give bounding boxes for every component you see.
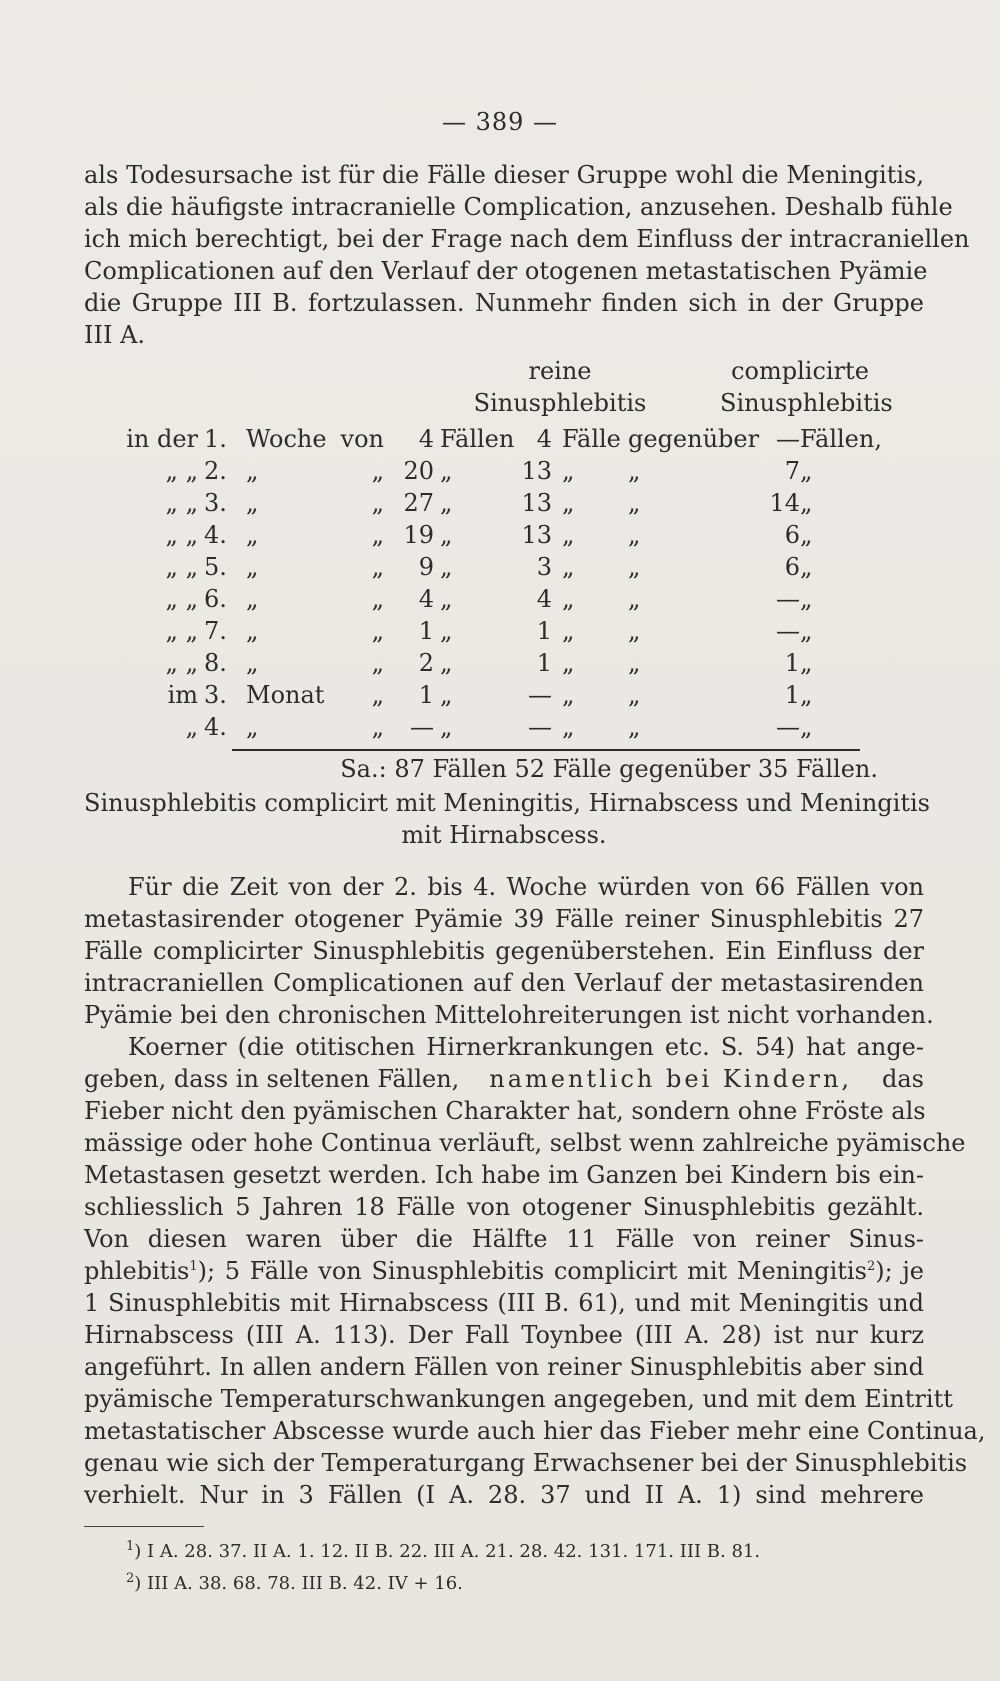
table-cell-geg: „ bbox=[628, 617, 641, 645]
text-line: ich mich berechtigt, bei der Frage nach dem Einfluss der intracraniellen bbox=[84, 225, 970, 253]
text-line: mässige oder hohe Continua verläuft, selbst wenn zahlreiche pyämische bbox=[84, 1129, 966, 1157]
text-line: Pyämie bei den chronischen Mittelohreiterungen ist nicht vorhanden. bbox=[84, 1001, 934, 1029]
text-line: als Todesursache ist für die Fälle dieser Gruppe wohl die Meningitis, bbox=[84, 161, 924, 189]
table-cell-total: 1 bbox=[418, 617, 434, 645]
text-line: Hirnabscess (III A. 113). Der Fall Toynbee (III A. 28) ist nur kurz bbox=[84, 1321, 924, 1349]
table-cell-pre: „ bbox=[185, 713, 198, 741]
table-cell-comp: — bbox=[776, 425, 800, 453]
footnote-2 bbox=[126, 1570, 463, 1598]
table-cell-faelle: „ bbox=[562, 649, 575, 677]
footnote-mark: 1 bbox=[126, 1539, 135, 1554]
text-line: Fieber nicht den pyämischen Charakter hat, sondern ohne Fröste als bbox=[84, 1097, 926, 1125]
table-cell-von: „ bbox=[371, 521, 384, 549]
table-cell-geg: gegenüber bbox=[628, 425, 760, 453]
page-number: — 389 — bbox=[441, 108, 559, 136]
table-cell-total: 9 bbox=[418, 553, 434, 581]
footnote-text: ) III A. 38. 68. 78. III B. 42. IV + 16. bbox=[134, 1573, 463, 1594]
text-line bbox=[84, 1254, 924, 1288]
table-cell-pre: „ „ bbox=[165, 457, 198, 485]
table-cell-end: „ bbox=[800, 553, 813, 581]
table-cell-pre: „ „ bbox=[165, 553, 198, 581]
text-line: als die häufigste intracranielle Complication, anzusehen. Deshalb fühle bbox=[84, 193, 953, 221]
table-cell-reine: 4 bbox=[536, 425, 552, 453]
table-cell-geg: „ bbox=[628, 521, 641, 549]
table-cell-comp: 14 bbox=[769, 489, 800, 517]
table-cell-faelle: „ bbox=[562, 521, 575, 549]
table-cell-faelle: „ bbox=[562, 713, 575, 741]
footnote-text: ) I A. 28. 37. II A. 1. 12. II B. 22. III A. 21. 28. 42. 131. 171. III B. 81. bbox=[134, 1541, 761, 1562]
text-line: Für die Zeit von der 2. bis 4. Woche würden von 66 Fällen von bbox=[128, 873, 924, 901]
table-cell-comp: — bbox=[776, 617, 800, 645]
table-cell-unit: „ bbox=[246, 585, 259, 613]
table-cell-unit: Woche bbox=[246, 425, 327, 453]
table-cell-unit: „ bbox=[246, 521, 259, 549]
table-cell-reine: 1 bbox=[536, 617, 552, 645]
table-cell-reine: 3 bbox=[536, 553, 552, 581]
table-cell-total: — bbox=[410, 713, 434, 741]
table-cell-pre: „ „ bbox=[165, 521, 198, 549]
table-cell-von: „ bbox=[371, 489, 384, 517]
table-cell-faellen: „ bbox=[440, 713, 453, 741]
table-cell-von: von bbox=[340, 425, 384, 453]
table-cell-unit: „ bbox=[246, 617, 259, 645]
text-line: angeführt. In allen andern Fällen von reiner Sinusphlebitis aber sind bbox=[84, 1353, 924, 1381]
table-cell-end: „ bbox=[800, 457, 813, 485]
table-cell-faelle: „ bbox=[562, 681, 575, 709]
column-header-reine: reine bbox=[528, 357, 592, 385]
table-cell-comp: 1 bbox=[784, 681, 800, 709]
table-cell-faellen: „ bbox=[440, 585, 453, 613]
table-cell-total: 20 bbox=[403, 457, 434, 485]
table-cell-pre: im bbox=[167, 681, 198, 709]
table-cell-unit: „ bbox=[246, 457, 259, 485]
table-cell-comp: — bbox=[776, 713, 800, 741]
table-cell-von: „ bbox=[371, 681, 384, 709]
column-header-reine-sub: Sinusphlebitis bbox=[473, 389, 647, 417]
sum-rule bbox=[232, 749, 860, 751]
table-cell-faelle: „ bbox=[562, 585, 575, 613]
table-cell-faellen: Fällen bbox=[440, 425, 515, 453]
text-line: pyämische Temperaturschwankungen angegeben, und mit dem Eintritt bbox=[84, 1385, 953, 1413]
text-line bbox=[84, 1062, 924, 1096]
table-cell-num: 3. bbox=[204, 681, 227, 709]
table-cell-comp: 1 bbox=[784, 649, 800, 677]
table-cell-total: 2 bbox=[418, 649, 434, 677]
table-cell-comp: 7 bbox=[784, 457, 800, 485]
table-cell-von: „ bbox=[371, 457, 384, 485]
text-line: genau wie sich der Temperaturgang Erwachsener bei der Sinusphlebitis bbox=[84, 1449, 968, 1477]
table-sum-row: Sa.: 87 Fällen 52 Fälle gegenüber 35 Fällen. bbox=[340, 755, 878, 783]
table-cell-faelle: „ bbox=[562, 617, 575, 645]
table-cell-end: „ bbox=[800, 521, 813, 549]
table-cell-total: 27 bbox=[403, 489, 434, 517]
text-line: 1 Sinusphlebitis mit Hirnabscess (III B. 61), und mit Meningitis und bbox=[84, 1289, 924, 1317]
table-cell-unit: „ bbox=[246, 649, 259, 677]
table-cell-total: 4 bbox=[418, 585, 434, 613]
table-cell-geg: „ bbox=[628, 649, 641, 677]
table-cell-comp: — bbox=[776, 585, 800, 613]
table-cell-reine: 1 bbox=[536, 649, 552, 677]
table-cell-reine: 4 bbox=[536, 585, 552, 613]
text-span: das bbox=[881, 1065, 924, 1093]
table-cell-num: 5. bbox=[204, 553, 227, 581]
text-line: III A. bbox=[84, 321, 146, 349]
table-cell-reine: 13 bbox=[521, 489, 552, 517]
footnote-mark: 2 bbox=[126, 1571, 135, 1586]
text-line: die Gruppe III B. fortzulassen. Nunmehr finden sich in der Gruppe bbox=[84, 289, 924, 317]
table-cell-total: 19 bbox=[403, 521, 434, 549]
column-header-complicirte-sub: Sinusphlebitis bbox=[720, 389, 893, 417]
table-cell-reine: — bbox=[528, 681, 552, 709]
table-cell-end: „ bbox=[800, 489, 813, 517]
emphasis-text: namentlich bei Kindern, bbox=[489, 1065, 853, 1093]
text-line: Von diesen waren über die Hälfte 11 Fälle von reiner Sinus- bbox=[84, 1225, 924, 1253]
table-cell-end: „ bbox=[800, 585, 813, 613]
table-cell-geg: „ bbox=[628, 713, 641, 741]
footnote-ref[interactable]: 1 bbox=[189, 1259, 198, 1274]
table-cell-von: „ bbox=[371, 585, 384, 613]
table-cell-num: 1. bbox=[204, 425, 227, 453]
text-span: ); je bbox=[875, 1257, 924, 1285]
table-cell-num: 8. bbox=[204, 649, 227, 677]
table-cell-faellen: „ bbox=[440, 617, 453, 645]
table-cell-von: „ bbox=[371, 617, 384, 645]
text-line: schliesslich 5 Jahren 18 Fälle von otogener Sinusphlebitis gezählt. bbox=[84, 1193, 924, 1221]
text-line: metastasirender otogener Pyämie 39 Fälle reiner Sinusphlebitis 27 bbox=[84, 905, 924, 933]
table-cell-end: „ bbox=[800, 681, 813, 709]
table-cell-geg: „ bbox=[628, 585, 641, 613]
table-cell-geg: „ bbox=[628, 681, 641, 709]
table-cell-reine: 13 bbox=[521, 457, 552, 485]
table-cell-von: „ bbox=[371, 553, 384, 581]
table-cell-num: 2. bbox=[204, 457, 227, 485]
table-cell-geg: „ bbox=[628, 553, 641, 581]
table-cell-end: „ bbox=[800, 617, 813, 645]
footnote-ref[interactable]: 2 bbox=[866, 1259, 876, 1274]
table-cell-pre: „ „ bbox=[165, 585, 198, 613]
table-cell-end: „ bbox=[800, 713, 813, 741]
column-header-complicirte: complicirte bbox=[731, 357, 869, 385]
table-cell-end: Fällen, bbox=[800, 425, 882, 453]
table-cell-faelle: Fälle bbox=[562, 425, 621, 453]
table-cell-total: 1 bbox=[418, 681, 434, 709]
table-cell-faellen: „ bbox=[440, 681, 453, 709]
table-cell-pre: „ „ bbox=[165, 649, 198, 677]
table-cell-unit: „ bbox=[246, 713, 259, 741]
table-cell-pre: „ „ bbox=[165, 489, 198, 517]
table-cell-reine: 13 bbox=[521, 521, 552, 549]
table-cell-faelle: „ bbox=[562, 553, 575, 581]
table-cell-faellen: „ bbox=[440, 457, 453, 485]
table-cell-faellen: „ bbox=[440, 489, 453, 517]
table-cell-reine: — bbox=[528, 713, 552, 741]
table-cell-comp: 6 bbox=[784, 521, 800, 549]
caption-line: mit Hirnabscess. bbox=[401, 821, 607, 849]
table-cell-num: 3. bbox=[204, 489, 227, 517]
table-cell-pre: in der bbox=[126, 425, 198, 453]
table-cell-von: „ bbox=[371, 649, 384, 677]
caption-line: Sinusphlebitis complicirt mit Meningitis, Hirnabscess und Meningitis bbox=[84, 789, 930, 817]
text-line: Fälle complicirter Sinusphlebitis gegenüberstehen. Ein Einfluss der bbox=[84, 937, 924, 965]
table-cell-comp: 6 bbox=[784, 553, 800, 581]
table-cell-unit: „ bbox=[246, 553, 259, 581]
table-cell-faelle: „ bbox=[562, 457, 575, 485]
table-cell-unit: „ bbox=[246, 489, 259, 517]
table-cell-faellen: „ bbox=[440, 553, 453, 581]
table-cell-faelle: „ bbox=[562, 489, 575, 517]
table-cell-num: 4. bbox=[204, 713, 227, 741]
text-line: metastatischer Abscesse wurde auch hier das Fieber mehr eine Continua, bbox=[84, 1417, 986, 1445]
text-line: intracraniellen Complicationen auf den Verlauf der metastasirenden bbox=[84, 969, 924, 997]
text-span: ); 5 Fälle von Sinusphlebitis complicirt mit Meningitis bbox=[197, 1257, 867, 1285]
text-line: Complicationen auf den Verlauf der otogenen metastatischen Pyämie bbox=[84, 257, 928, 285]
text-line: Metastasen gesetzt werden. Ich habe im Ganzen bei Kindern bis ein- bbox=[84, 1161, 924, 1189]
text-span: phlebitis bbox=[84, 1257, 190, 1285]
table-cell-num: 7. bbox=[204, 617, 227, 645]
table-cell-faellen: „ bbox=[440, 649, 453, 677]
table-cell-von: „ bbox=[371, 713, 384, 741]
table-cell-geg: „ bbox=[628, 489, 641, 517]
table-cell-num: 6. bbox=[204, 585, 227, 613]
footnote-rule bbox=[84, 1526, 204, 1527]
table-cell-unit: Monat bbox=[246, 681, 325, 709]
text-line: verhielt. Nur in 3 Fällen (I A. 28. 37 und II A. 1) sind mehrere bbox=[84, 1481, 924, 1509]
footnote-1 bbox=[126, 1538, 760, 1566]
table-cell-pre: „ „ bbox=[165, 617, 198, 645]
table-cell-geg: „ bbox=[628, 457, 641, 485]
table-cell-num: 4. bbox=[204, 521, 227, 549]
table-cell-faellen: „ bbox=[440, 521, 453, 549]
table-cell-end: „ bbox=[800, 649, 813, 677]
text-line: Koerner (die otitischen Hirnerkrankungen etc. S. 54) hat ange- bbox=[128, 1033, 924, 1061]
table-cell-total: 4 bbox=[418, 425, 434, 453]
text-span: geben, dass in seltenen Fällen, bbox=[84, 1065, 460, 1093]
